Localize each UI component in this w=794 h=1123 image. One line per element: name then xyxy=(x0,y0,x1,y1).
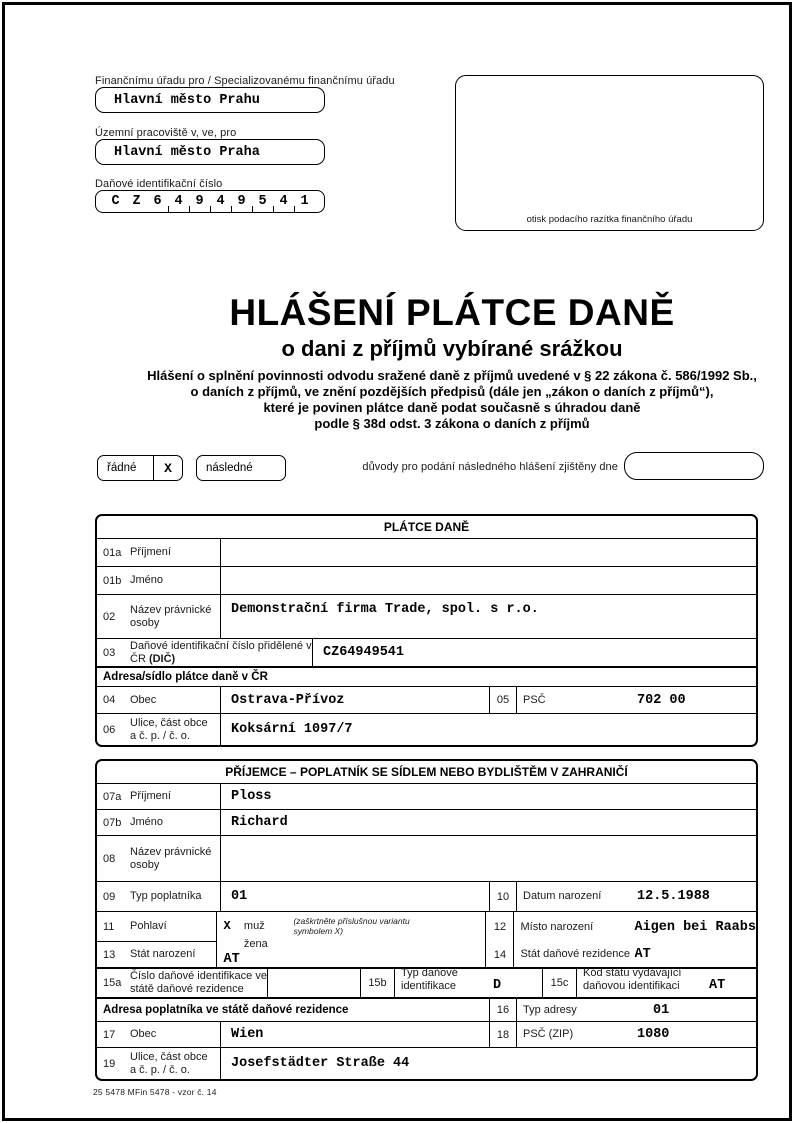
field-07b-jmeno[interactable] xyxy=(220,810,756,835)
row-label: Název právnické osoby xyxy=(130,845,212,871)
form-description xyxy=(110,368,794,432)
field-01a-prijmeni[interactable] xyxy=(220,539,756,566)
table-row xyxy=(97,809,756,835)
gender-note: (zaškrtněte příslušnou variantu symbolem X) xyxy=(293,916,410,936)
address-section-label: Adresa/sídlo plátce daně v ČR xyxy=(103,671,268,683)
gender-male-option[interactable] xyxy=(223,916,264,934)
row-label: Pohlaví xyxy=(130,920,167,932)
field-11-pohlavi[interactable] xyxy=(216,912,485,967)
field-value: Josefstädter Straße 44 xyxy=(231,1056,410,1071)
dic-label: Daňové identifikační číslo xyxy=(95,178,223,190)
row-num: 15a xyxy=(103,977,122,989)
table-row xyxy=(97,911,756,967)
row-num: 07b xyxy=(103,816,122,829)
row-num: 15c xyxy=(542,969,576,997)
field-value: Koksární 1097/7 xyxy=(231,722,353,737)
section-row xyxy=(97,997,756,1021)
row-num: 16 xyxy=(489,999,516,1021)
row-num: 03 xyxy=(103,646,116,659)
field-09-typ-poplatnika[interactable] xyxy=(220,882,489,911)
field-14-stat-rezidence[interactable] xyxy=(513,942,756,967)
stamp-caption: otisk podacího razítka finančního úřadu xyxy=(526,214,693,225)
field-value: 1080 xyxy=(637,1027,670,1042)
field-value: Ploss xyxy=(231,789,272,804)
field-16-typ-adresy[interactable] xyxy=(516,999,756,1021)
row-num: 19 xyxy=(103,1057,116,1070)
radne-mark: X xyxy=(153,456,182,480)
dic-char: 1 xyxy=(294,191,315,212)
table-row xyxy=(97,538,756,566)
gender-male-mark: X xyxy=(223,919,231,933)
row-label: Číslo daňové identifikace ve státě daňové rezidence xyxy=(130,970,267,995)
field-value: Richard xyxy=(231,815,288,830)
dic-char: 9 xyxy=(231,191,252,212)
field-07a-prijmeni[interactable] xyxy=(220,784,756,809)
field-value: AT xyxy=(634,947,651,962)
field-02-nazev[interactable] xyxy=(220,595,756,638)
dic-char: 9 xyxy=(189,191,210,212)
row-num: 11 xyxy=(103,920,115,933)
row-num: 02 xyxy=(103,610,116,623)
row-num: 04 xyxy=(103,694,116,706)
row-label: Místo narození xyxy=(520,920,594,933)
field-17-obec[interactable] xyxy=(220,1022,489,1047)
row-label: Typ daňové identifikace xyxy=(401,967,458,992)
dic-char: C xyxy=(111,194,120,209)
table-platce-title: PLÁTCE DANĚ xyxy=(383,520,470,534)
field-04-obec[interactable] xyxy=(220,687,489,713)
radne-checkbox[interactable] xyxy=(97,455,183,481)
field-05-psc[interactable] xyxy=(516,687,756,713)
field-value: Demonstrační firma Trade, spol. s r.o. xyxy=(231,602,539,617)
field-10-datum-narozeni[interactable] xyxy=(516,882,756,911)
field-value: D xyxy=(493,978,502,993)
row-label: Jméno xyxy=(130,816,164,828)
field-08-nazev[interactable] xyxy=(220,836,756,881)
field-value: AT xyxy=(709,978,726,993)
row-label: Kód státu vydávající daňovou identifikaci xyxy=(583,967,682,992)
row-num: 15b xyxy=(360,969,394,997)
dic-comb-field[interactable] xyxy=(95,190,325,213)
table-row xyxy=(97,1047,756,1079)
field-value: Wien xyxy=(231,1027,264,1042)
row-label: Příjmení xyxy=(130,790,171,802)
row-num: 05 xyxy=(489,687,516,713)
field-03-dic[interactable] xyxy=(312,639,756,666)
description-line: které je povinen plátce daně podat současně s úhradou daně xyxy=(263,400,641,415)
table-platce-dane xyxy=(95,514,758,747)
office-field[interactable] xyxy=(95,87,325,113)
gender-female-label: žena xyxy=(243,938,268,950)
section-row xyxy=(97,666,756,686)
reason-date-label: důvody pro podání následného hlášení zjištěny dne xyxy=(362,461,618,473)
form-title: HLÁŠENÍ PLÁTCE DANĚ xyxy=(229,292,675,333)
description-line: o daních z příjmů, ve znění pozdějších předpisů (dále jen „zákon o daních z příjmů“), xyxy=(190,384,714,399)
row-label: Stát daňové rezidence xyxy=(520,948,630,960)
row-num: 01b xyxy=(103,574,122,587)
row-label: Stát narození xyxy=(130,948,196,960)
table-row xyxy=(97,638,756,666)
office-value: Hlavní město Prahu xyxy=(114,92,260,108)
row-num: 07a xyxy=(103,790,122,803)
table-row xyxy=(97,594,756,638)
dic-char: 4 xyxy=(210,191,231,212)
row-num: 12 xyxy=(493,921,507,933)
nasledne-checkbox[interactable] xyxy=(196,455,286,481)
row-num: 13 xyxy=(103,948,116,961)
form-number: 25 5478 MFin 5478 - vzor č. 14 xyxy=(93,1087,217,1097)
field-15c-kod-statu[interactable] xyxy=(576,969,756,997)
table-row xyxy=(97,566,756,594)
row-label: Ulice, část obce a č. p. / č. o. xyxy=(130,716,208,742)
field-06-ulice[interactable] xyxy=(220,714,756,745)
field-value: 702 00 xyxy=(637,692,686,708)
table-header-row xyxy=(97,761,756,783)
field-value: 12.5.1988 xyxy=(637,889,710,904)
field-value: CZ64949541 xyxy=(323,645,405,660)
row-num: 10 xyxy=(489,882,516,911)
gender-female-option[interactable] xyxy=(223,934,267,952)
dic-char: 4 xyxy=(273,191,294,212)
table-prijemce xyxy=(95,759,758,1081)
row-num: 06 xyxy=(103,723,116,736)
row-label: Obec xyxy=(130,693,157,706)
row-num: 08 xyxy=(103,852,116,865)
row-label: Typ poplatníka xyxy=(130,890,202,902)
table-prijemce-title: PŘÍJEMCE – POPLATNÍK SE SÍDLEM NEBO BYDLIŠTĚM V ZAHRANIČÍ xyxy=(225,765,628,779)
description-line: podle § 38d odst. 3 zákona o daních z příjmů xyxy=(314,416,590,431)
row-num: 18 xyxy=(489,1022,516,1047)
dic-char: Z xyxy=(132,194,141,209)
table-row xyxy=(97,686,756,713)
row-num: 09 xyxy=(103,890,116,903)
field-15a-cislo-identifikace[interactable] xyxy=(267,969,360,997)
table-row xyxy=(97,713,756,745)
reason-date-field[interactable] xyxy=(624,452,764,480)
office-label: Finančnímu úřadu pro / Specializovanému finančnímu úřadu xyxy=(95,75,395,87)
row-num: 01a xyxy=(103,546,122,559)
field-value: 01 xyxy=(231,889,248,904)
field-value: Ostrava-Přívoz xyxy=(231,692,345,708)
table-row xyxy=(97,783,756,809)
row-num: 14 xyxy=(493,948,507,961)
form-subtitle: o dani z příjmů vybírané srážkou xyxy=(281,336,623,361)
field-19-ulice[interactable] xyxy=(220,1048,756,1079)
stamp-box xyxy=(455,75,764,231)
description-line: Hlášení o splnění povinnosti odvodu sražené daně z příjmů uvedené v § 22 zákona č. 586/1992 Sb., xyxy=(147,368,757,383)
dic-char: 5 xyxy=(252,191,273,212)
row-label: Příjmení xyxy=(130,546,171,558)
address-section-label: Adresa poplatníka ve státě daňové rezidence xyxy=(103,1004,349,1016)
row-label: PSČ xyxy=(523,693,546,706)
dic-char: 6 xyxy=(153,194,162,209)
title-block xyxy=(110,292,794,432)
nasledne-label: následné xyxy=(206,462,253,474)
field-18-psc-zip[interactable] xyxy=(516,1022,756,1047)
table-row xyxy=(97,881,756,911)
table-row xyxy=(97,835,756,881)
table-row xyxy=(97,967,756,997)
field-value: Aigen bei Raabs xyxy=(634,919,756,935)
row-label: Datum narození xyxy=(523,890,602,902)
field-12-misto-narozeni[interactable] xyxy=(513,912,756,942)
dic-char: 4 xyxy=(168,191,189,212)
workplace-field[interactable] xyxy=(95,139,325,165)
field-01b-jmeno[interactable] xyxy=(220,567,756,594)
table-header-row xyxy=(97,516,756,538)
row-label: Jméno xyxy=(130,574,164,586)
workplace-label: Územní pracoviště v, ve, pro xyxy=(95,127,237,139)
row-label: PSČ (ZIP) xyxy=(523,1028,574,1040)
row-num: 17 xyxy=(103,1028,116,1041)
radne-label: řádné xyxy=(107,462,137,474)
row-label: Název právnické osoby xyxy=(130,603,212,629)
field-value: 01 xyxy=(653,1002,670,1018)
gender-male-label: muž xyxy=(243,920,265,932)
table-row xyxy=(97,1021,756,1047)
field-13-stat-narozeni-value[interactable]: AT xyxy=(223,952,240,967)
row-label: Ulice, část obce a č. p. / č. o. xyxy=(130,1050,208,1076)
row-label: Typ adresy xyxy=(523,1003,577,1016)
row-label: Obec xyxy=(130,1028,157,1040)
field-15b-typ-identifikace[interactable] xyxy=(394,969,542,997)
row-label: Daňové identifikační číslo přidělené v ČR (DIČ) xyxy=(130,639,312,665)
workplace-value: Hlavní město Praha xyxy=(114,144,260,160)
